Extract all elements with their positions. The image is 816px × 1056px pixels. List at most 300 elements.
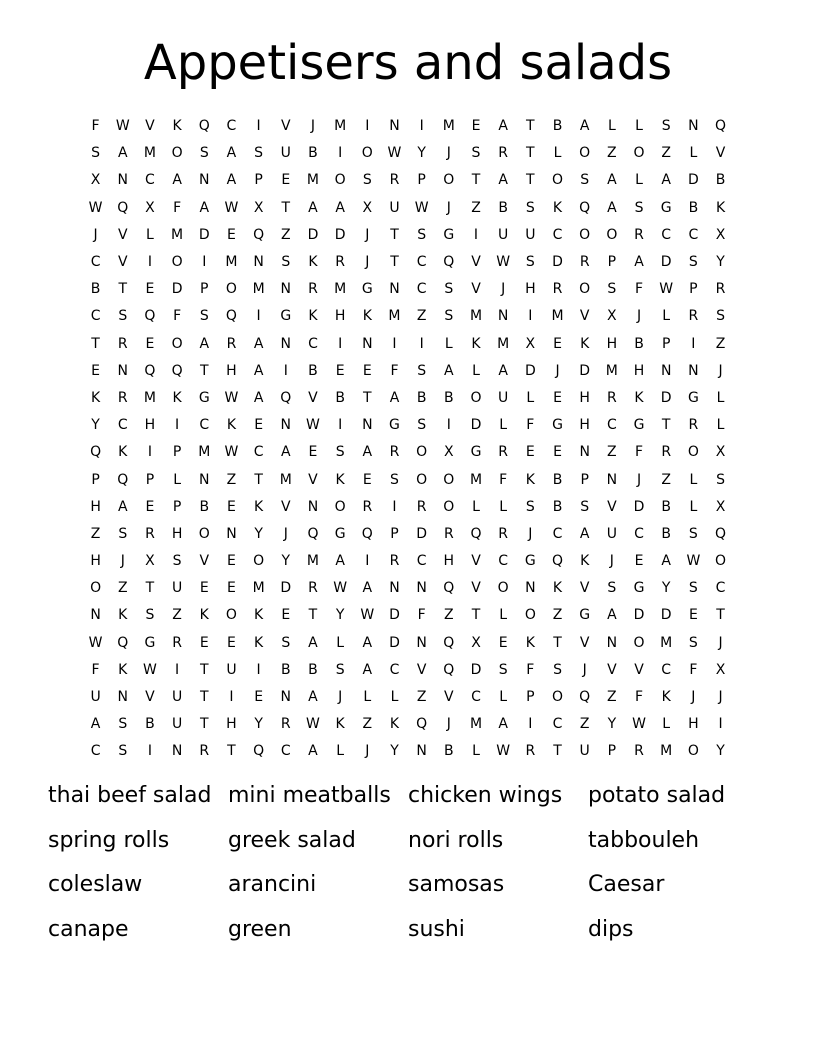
grid-letter: A (661, 172, 671, 189)
grid-letter: M (279, 471, 292, 488)
grid-row (82, 412, 734, 439)
grid-letter: D (660, 607, 672, 624)
grid-letter: L (553, 145, 562, 162)
grid-letter: L (662, 716, 671, 733)
grid-letter: C (552, 716, 563, 733)
grid-letter: L (444, 335, 453, 352)
grid-letter: K (661, 689, 671, 706)
grid-letter: N (117, 172, 128, 189)
grid-letter: E (553, 444, 562, 461)
grid-letter: F (91, 661, 100, 678)
grid-letter: E (91, 362, 101, 379)
grid-letter: Z (661, 471, 671, 488)
grid-letter: I (419, 118, 424, 135)
grid-letter: W (414, 199, 429, 216)
grid-letter: L (716, 417, 725, 434)
grid-letter: N (362, 417, 373, 434)
grid-letter: C (661, 226, 672, 243)
grid-letter: I (718, 716, 723, 733)
grid-letter: H (226, 362, 237, 379)
grid-row (82, 276, 734, 303)
grid-letter: I (446, 417, 451, 434)
grid-letter: O (579, 281, 591, 298)
grid-row (82, 684, 734, 711)
grid-letter: S (580, 498, 590, 515)
grid-letter: S (417, 417, 427, 434)
grid-letter: V (634, 661, 644, 678)
grid-letter: R (362, 498, 373, 515)
grid-letter: S (417, 226, 427, 243)
grid-letter: S (688, 580, 698, 597)
grid-letter: Q (198, 118, 210, 135)
grid-letter: R (145, 525, 155, 542)
grid-row (82, 249, 734, 276)
word-list-item: green (228, 916, 292, 942)
grid-letter: K (172, 118, 182, 135)
grid-letter: P (607, 743, 617, 760)
grid-letter: I (256, 118, 261, 135)
grid-letter: M (225, 254, 238, 271)
grid-letter: R (443, 525, 454, 542)
grid-letter: C (634, 525, 644, 542)
grid-letter: J (718, 634, 723, 651)
grid-letter: V (579, 580, 590, 597)
grid-letter: O (171, 335, 183, 352)
grid-letter: E (308, 444, 318, 461)
grid-letter: V (416, 661, 427, 678)
grid-letter: T (661, 417, 671, 434)
grid-letter: V (199, 553, 210, 570)
grid-letter: V (579, 634, 590, 651)
grid-letter: V (471, 553, 481, 570)
grid-row (82, 738, 734, 765)
grid-letter: V (281, 118, 291, 135)
grid-letter: E (688, 607, 698, 624)
grid-letter: H (90, 553, 101, 570)
grid-letter: B (661, 525, 671, 542)
grid-letter: A (253, 335, 264, 352)
grid-letter: S (553, 661, 562, 678)
grid-letter: U (498, 389, 509, 406)
grid-letter: L (499, 607, 508, 624)
word-list-item: mini meatballs (228, 783, 391, 808)
grid-letter: H (579, 389, 590, 406)
grid-letter: E (335, 362, 345, 379)
grid-letter: A (172, 172, 182, 189)
grid-letter: H (226, 716, 237, 733)
grid-letter: N (226, 525, 237, 542)
grid-row (82, 385, 734, 412)
grid-letter: A (498, 362, 508, 379)
grid-letter: Q (253, 226, 265, 243)
grid-letter: R (715, 281, 726, 298)
grid-letter: F (634, 281, 644, 298)
grid-letter: Y (390, 743, 399, 760)
grid-row (82, 521, 734, 548)
grid-letter: O (633, 145, 645, 162)
grid-letter: V (579, 308, 590, 325)
grid-letter: U (171, 716, 183, 733)
grid-letter: Z (362, 716, 373, 733)
grid-letter: B (416, 389, 427, 406)
grid-row (82, 711, 734, 738)
grid-letter: W (496, 254, 511, 271)
grid-letter: O (90, 580, 102, 597)
grid-letter: Y (281, 553, 291, 570)
grid-letter: M (469, 471, 483, 488)
grid-letter: K (118, 444, 128, 461)
grid-letter: O (334, 498, 346, 515)
grid-letter: T (254, 471, 263, 488)
grid-letter: T (199, 362, 209, 379)
grid-letter: O (171, 145, 183, 162)
grid-letter: N (606, 471, 618, 488)
grid-letter: K (552, 580, 563, 597)
grid-letter: T (308, 607, 318, 624)
grid-letter: G (687, 389, 699, 406)
grid-letter: S (118, 716, 128, 733)
grid-letter: S (118, 308, 128, 325)
grid-letter: R (389, 553, 400, 570)
grid-letter: D (334, 226, 346, 243)
grid-letter: S (688, 525, 698, 542)
grid-letter: Z (579, 716, 590, 733)
grid-letter: Y (417, 145, 426, 162)
grid-letter: R (199, 743, 210, 760)
grid-letter: O (225, 607, 237, 624)
grid-letter: D (470, 417, 482, 434)
grid-letter: F (634, 444, 644, 461)
grid-letter: O (524, 607, 536, 624)
grid-letter: C (90, 743, 101, 760)
grid-letter: A (498, 716, 508, 733)
grid-letter: N (253, 254, 264, 271)
grid-letter: J (365, 254, 370, 271)
grid-letter: R (335, 254, 345, 271)
grid-letter: C (145, 172, 155, 189)
grid-letter: C (498, 553, 509, 570)
grid-letter: P (661, 335, 671, 352)
grid-letter: A (579, 118, 590, 135)
word-list-item: greek salad (228, 827, 356, 853)
grid-letter: T (199, 689, 209, 706)
grid-letter: Q (361, 525, 373, 542)
grid-letter: L (472, 498, 480, 515)
grid-letter: O (416, 471, 428, 488)
grid-letter: A (90, 716, 101, 733)
grid-row (82, 630, 734, 657)
grid-letter: X (145, 199, 155, 216)
grid-letter: S (471, 145, 481, 162)
grid-letter: Z (90, 525, 101, 542)
grid-letter: E (199, 634, 209, 651)
word-list-item: coleslaw (48, 872, 143, 897)
grid-letter: Q (551, 553, 564, 570)
grid-letter: Q (443, 580, 455, 597)
grid-letter: Z (607, 689, 617, 706)
grid-letter: R (552, 281, 563, 298)
grid-letter: S (362, 172, 372, 189)
grid-letter: I (419, 335, 424, 352)
grid-letter: Z (416, 308, 427, 325)
grid-letter: L (173, 471, 181, 488)
grid-letter: D (633, 498, 645, 515)
grid-letter: W (360, 607, 375, 624)
grid-letter: M (143, 389, 156, 406)
grid-letter: H (688, 716, 699, 733)
grid-letter: X (715, 226, 726, 243)
grid-letter: B (552, 471, 563, 488)
grid-letter: G (470, 444, 482, 461)
letter-grid (82, 113, 734, 766)
grid-letter: T (553, 743, 562, 760)
grid-letter: W (333, 580, 348, 597)
grid-letter: L (716, 389, 725, 406)
grid-letter: W (224, 444, 239, 461)
grid-letter: D (660, 389, 672, 406)
grid-letter: S (390, 471, 399, 488)
grid-letter: D (660, 254, 672, 271)
grid-letter: T (716, 607, 725, 624)
grid-letter: Q (715, 525, 727, 542)
grid-letter: A (117, 498, 128, 515)
grid-letter: R (498, 145, 509, 162)
grid-letter: M (334, 281, 347, 298)
grid-letter: S (525, 498, 535, 515)
grid-letter: F (499, 471, 508, 488)
grid-letter: V (145, 689, 155, 706)
grid-letter: K (715, 199, 726, 216)
grid-letter: S (281, 254, 291, 271)
grid-letter: N (280, 689, 292, 706)
grid-letter: W (659, 281, 674, 298)
grid-letter: M (388, 308, 401, 325)
grid-letter: T (199, 661, 209, 678)
grid-letter: K (580, 335, 590, 352)
grid-letter: J (338, 689, 343, 706)
grid-letter: E (145, 281, 155, 298)
grid-letter: G (280, 308, 292, 325)
grid-letter: L (662, 308, 671, 325)
grid-letter: K (118, 607, 128, 624)
grid-letter: R (308, 281, 318, 298)
grid-letter: A (498, 172, 508, 189)
grid-letter: O (470, 389, 482, 406)
grid-row (82, 303, 734, 330)
grid-letter: M (171, 226, 184, 243)
grid-letter: Y (254, 716, 263, 733)
grid-letter: A (117, 145, 128, 162)
grid-letter: B (308, 362, 318, 379)
grid-letter: Q (171, 362, 183, 379)
grid-letter: K (254, 498, 264, 515)
grid-letter: A (199, 335, 210, 352)
grid-letter: N (117, 362, 128, 379)
grid-letter: J (691, 689, 696, 706)
grid-letter: P (254, 172, 263, 189)
word-list-item: nori rolls (408, 827, 504, 853)
grid-letter: C (389, 661, 400, 678)
grid-letter: L (499, 498, 508, 515)
grid-letter: O (361, 145, 373, 162)
grid-letter: M (469, 308, 483, 325)
grid-letter: K (552, 199, 563, 216)
grid-letter: N (688, 118, 699, 135)
grid-letter: J (501, 281, 506, 298)
grid-letter: N (117, 689, 128, 706)
grid-letter: N (688, 362, 699, 379)
grid-letter: S (118, 743, 128, 760)
grid-letter: E (362, 362, 372, 379)
grid-letter: F (173, 199, 182, 216)
grid-letter: K (226, 417, 237, 434)
grid-letter: M (469, 716, 483, 733)
grid-letter: J (636, 308, 642, 325)
word-list-item: Caesar (588, 872, 665, 897)
grid-letter: V (308, 389, 318, 406)
grid-letter: X (471, 634, 481, 651)
grid-letter: J (120, 553, 125, 570)
grid-letter: L (689, 471, 698, 488)
grid-letter: A (607, 199, 617, 216)
grid-letter: E (227, 580, 236, 597)
grid-letter: G (389, 417, 400, 434)
grid-letter: L (635, 118, 643, 135)
grid-letter: B (715, 172, 726, 189)
grid-letter: Z (444, 607, 454, 624)
grid-letter: Q (144, 362, 156, 379)
grid-letter: P (91, 471, 100, 488)
grid-letter: O (253, 553, 265, 570)
grid-letter: D (552, 254, 563, 271)
grid-letter: F (417, 607, 426, 624)
grid-letter: G (144, 634, 156, 651)
grid-letter: D (416, 525, 428, 542)
grid-letter: L (689, 145, 698, 162)
grid-letter: Q (117, 471, 129, 488)
grid-letter: T (553, 634, 562, 651)
grid-letter: G (361, 281, 373, 298)
grid-letter: U (171, 689, 183, 706)
grid-letter: A (226, 145, 237, 162)
grid-letter: O (579, 145, 591, 162)
grid-letter: I (175, 417, 180, 434)
grid-letter: C (661, 661, 672, 678)
grid-letter: H (579, 417, 590, 434)
grid-letter: F (526, 417, 535, 434)
grid-letter: F (173, 308, 182, 325)
grid-letter: W (115, 118, 130, 135)
grid-letter: Z (607, 444, 617, 461)
grid-letter: A (253, 362, 264, 379)
grid-letter: Y (607, 716, 617, 733)
grid-letter: Q (443, 661, 455, 678)
grid-letter: X (90, 172, 101, 189)
grid-letter: I (528, 308, 533, 325)
grid-letter: A (389, 389, 400, 406)
grid-letter: U (280, 145, 291, 162)
grid-letter: E (227, 634, 236, 651)
grid-letter: V (607, 661, 617, 678)
grid-letter: X (362, 199, 373, 216)
grid-letter: X (715, 661, 726, 678)
grid-letter: R (634, 743, 644, 760)
grid-letter: Z (471, 199, 481, 216)
grid-letter: A (362, 444, 373, 461)
grid-letter: S (716, 308, 725, 325)
grid-letter: B (308, 661, 318, 678)
grid-row (82, 222, 734, 249)
grid-letter: O (171, 254, 183, 271)
grid-letter: J (446, 199, 451, 216)
grid-letter: S (525, 254, 535, 271)
grid-letter: F (91, 118, 100, 135)
grid-letter: X (145, 553, 155, 570)
grid-letter: I (338, 145, 343, 162)
grid-letter: A (579, 525, 590, 542)
grid-letter: T (145, 580, 155, 597)
grid-letter: B (199, 498, 210, 515)
grid-letter: K (335, 716, 345, 733)
grid-letter: S (661, 118, 671, 135)
grid-letter: A (607, 607, 617, 624)
grid-letter: H (633, 362, 645, 379)
grid-letter: S (172, 553, 182, 570)
grid-letter: N (579, 444, 590, 461)
page-title: Appetisers and salads (143, 35, 673, 91)
grid-letter: N (416, 743, 427, 760)
grid-letter: I (175, 661, 180, 678)
grid-letter: W (632, 716, 646, 733)
grid-letter: P (172, 498, 182, 515)
grid-letter: R (634, 226, 644, 243)
grid-letter: X (525, 335, 536, 352)
grid-letter: R (172, 634, 182, 651)
grid-letter: I (365, 553, 370, 570)
grid-letter: Z (661, 145, 671, 162)
grid-letter: A (362, 580, 373, 597)
grid-letter: A (362, 634, 373, 651)
grid-letter: N (525, 580, 536, 597)
word-list-item: thai beef salad (48, 783, 212, 808)
grid-letter: D (198, 226, 210, 243)
grid-letter: V (145, 118, 155, 135)
grid-letter: U (525, 226, 536, 243)
grid-letter: E (553, 389, 562, 406)
grid-letter: E (471, 118, 481, 135)
grid-row (82, 195, 734, 222)
grid-letter: R (389, 444, 400, 461)
grid-letter: R (416, 498, 427, 515)
grid-letter: M (660, 743, 673, 760)
grid-letter: A (335, 553, 345, 570)
grid-letter: I (147, 444, 152, 461)
grid-letter: T (363, 389, 372, 406)
grid-letter: R (308, 580, 318, 597)
grid-letter: Z (552, 607, 563, 624)
grid-letter: X (715, 498, 726, 515)
grid-letter: L (526, 389, 535, 406)
grid-letter: P (390, 525, 399, 542)
grid-letter: J (365, 226, 370, 243)
grid-letter: K (362, 308, 372, 325)
grid-letter: S (199, 145, 209, 162)
grid-letter: O (334, 172, 346, 189)
grid-letter: J (93, 226, 98, 243)
grid-letter: I (256, 661, 261, 678)
grid-letter: N (389, 118, 400, 135)
grid-letter: W (686, 553, 701, 570)
